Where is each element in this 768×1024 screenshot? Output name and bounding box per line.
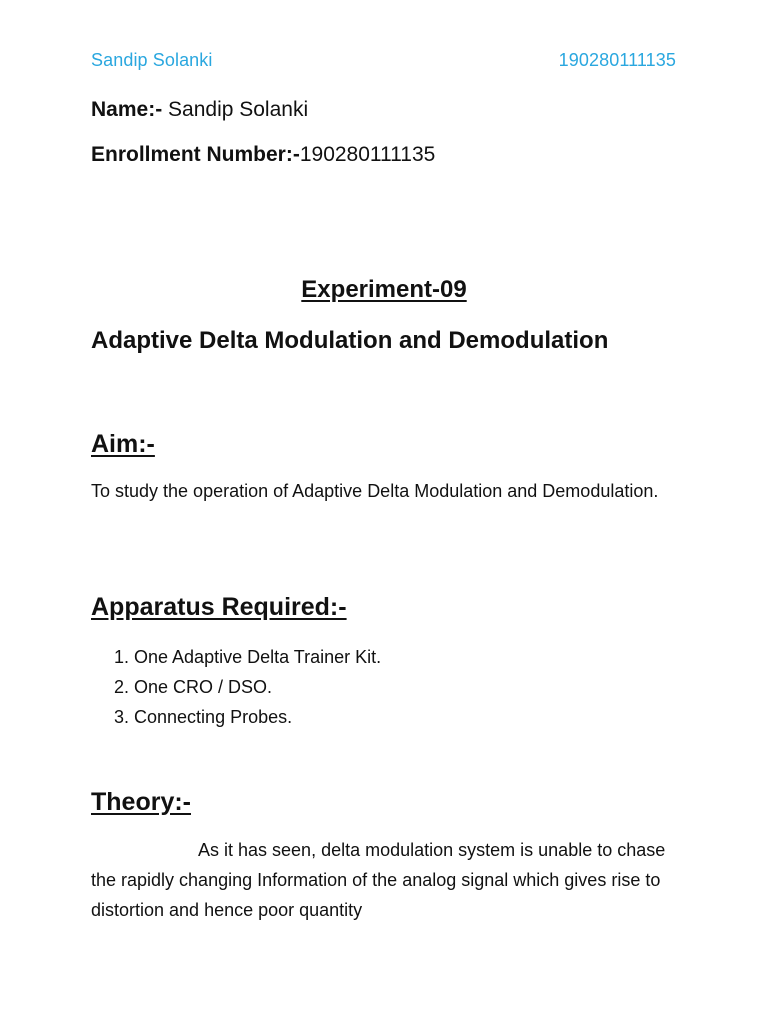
theory-heading: Theory:-: [91, 788, 191, 816]
theory-paragraph: [91, 835, 691, 925]
name-value: Sandip Solanki: [162, 98, 309, 121]
header-enrollment: 190280111135: [558, 50, 676, 70]
theory-text: As it has seen, delta modulation system is unable to chase the rapidly changing Information of the analog signal which gives rise to distortion and hence poor quantity: [91, 840, 666, 920]
apparatus-heading: Apparatus Required:-: [91, 593, 347, 621]
name-label: Name:-: [91, 98, 163, 121]
list-item: 1. One Adaptive Delta Trainer Kit.: [114, 647, 382, 667]
experiment-title: Experiment-09: [301, 276, 467, 303]
enrollment-line: [91, 142, 435, 168]
apparatus-list: [114, 642, 381, 732]
list-item: 2. One CRO / DSO.: [114, 677, 273, 697]
aim-heading: Aim:-: [91, 430, 155, 458]
list-item: 3. Connecting Probes.: [114, 707, 293, 727]
aim-text: To study the operation of Adaptive Delta Modulation and Demodulation.: [91, 481, 659, 501]
enrollment-value: 190280111135: [299, 143, 436, 166]
header-author: Sandip Solanki: [91, 50, 213, 70]
experiment-subtitle: Adaptive Delta Modulation and Demodulation: [91, 327, 609, 354]
name-line: [91, 97, 308, 123]
enrollment-label: Enrollment Number:-: [91, 143, 300, 166]
